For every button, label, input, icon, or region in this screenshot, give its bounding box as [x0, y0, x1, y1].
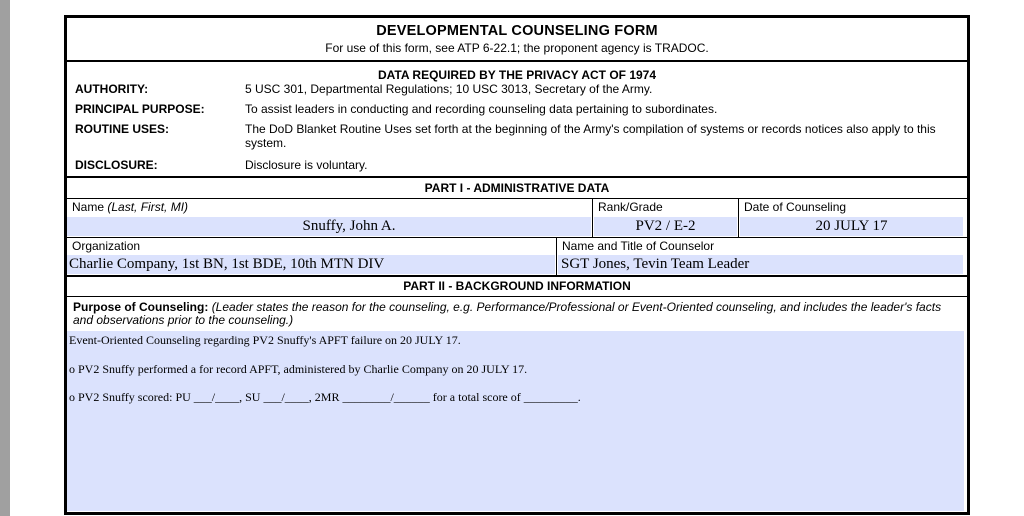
privacy-label: ROUTINE USES: [75, 122, 170, 136]
privacy-text: The DoD Blanket Routine Uses set forth at the beginning of the Army's compilation of systems or records notices also apply to this system. [245, 122, 936, 150]
purpose-line: Event-Oriented Counseling regarding PV2 Snuffy's APFT failure on 20 JULY 17. [69, 333, 461, 347]
date-label: Date of Counseling [744, 200, 847, 214]
privacy-label: PRINCIPAL PURPOSE: [75, 102, 205, 116]
developmental-counseling-form [64, 15, 970, 515]
organization-label: Organization [72, 239, 141, 253]
privacy-text: To assist leaders in conducting and recording counseling data pertaining to subordinates. [245, 102, 718, 116]
privacy-act-title: DATA REQUIRED BY THE PRIVACY ACT OF 1974 [377, 68, 657, 82]
privacy-label: AUTHORITY: [75, 82, 149, 96]
rank-field[interactable]: PV2 / E-2 [594, 217, 737, 236]
name-field[interactable]: Snuffy, John A. [67, 217, 591, 236]
part1-header: PART I - ADMINISTRATIVE DATA [67, 179, 967, 199]
privacy-text: Disclosure is voluntary. [245, 158, 368, 172]
name-label [67, 199, 592, 217]
counselor-field[interactable]: SGT Jones, Tevin Team Leader [558, 255, 963, 274]
counselor-label: Name and Title of Counselor [562, 239, 715, 253]
part2-header: PART II - BACKGROUND INFORMATION [67, 277, 967, 297]
form-title: DEVELOPMENTAL COUNSELING FORM [376, 23, 658, 39]
purpose-label-hint: (Leader states the reason for the counseling, e.g. Performance/Professional or Event-Oriented counseling, and includes the leader's facts and observations prior to the counseling.) [73, 300, 942, 327]
purpose-label-title: Purpose of Counseling: [73, 300, 209, 314]
divider [592, 199, 593, 237]
organization-field[interactable]: Charlie Company, 1st BN, 1st BDE, 10th MTN DIV [67, 255, 555, 274]
name-label-hint: (Last, First, MI) [107, 200, 189, 214]
divider [738, 199, 739, 237]
privacy-label: DISCLOSURE: [75, 158, 158, 172]
privacy-text: 5 USC 301, Departmental Regulations; 10 USC 3013, Secretary of the Army. [245, 82, 653, 96]
privacy-act-section [67, 64, 967, 178]
divider [556, 238, 557, 275]
purpose-label [73, 301, 963, 327]
viewer-left-edge [0, 0, 10, 516]
form-subtitle: For use of this form, see ATP 6-22.1; the proponent agency is TRADOC. [325, 41, 709, 55]
purpose-text-field[interactable] [67, 331, 964, 511]
form-header [67, 18, 967, 62]
purpose-line: o PV2 Snuffy performed a for record APFT, administered by Charlie Company on 20 JULY 17. [69, 362, 528, 376]
date-field[interactable]: 20 JULY 17 [740, 217, 963, 236]
purpose-line: o PV2 Snuffy scored: PU ___/____, SU ___/____, 2MR ________/______ for a total score of _________. [69, 390, 581, 404]
rank-label: Rank/Grade [598, 200, 663, 214]
name-label-text: Name [72, 200, 105, 214]
